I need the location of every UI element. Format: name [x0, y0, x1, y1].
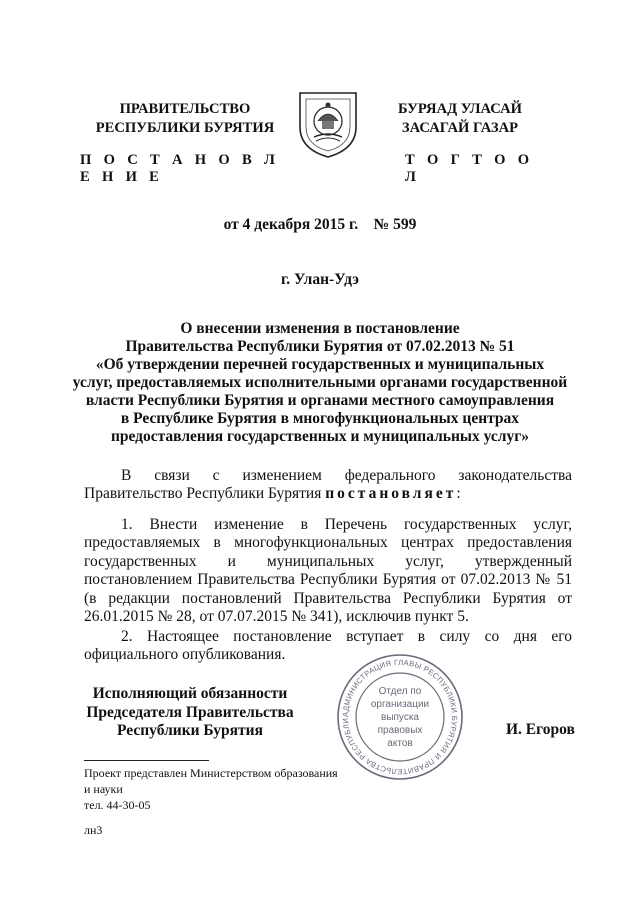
title-line: услуг, предоставляемых исполнительными органами государственной: [72, 374, 568, 391]
header-right-line1: БУРЯАД УЛАСАЙ: [398, 101, 522, 117]
stamp-line: правовых: [377, 725, 423, 736]
title-line: «Об утверждении перечней государственных и муниципальных: [95, 356, 545, 373]
item-2-text: 2. Настоящее постановление вступает в силу со дня его официального опубликования.: [84, 628, 572, 664]
header-left-line2: РЕСПУБЛИКИ БУРЯТИЯ: [95, 120, 275, 136]
preamble-emphasis: постановляет: [325, 485, 457, 503]
signature-line3: Республики Бурятия: [117, 722, 263, 739]
document-title: [60, 320, 580, 446]
header-left-line1: ПРАВИТЕЛЬСТВО: [119, 101, 251, 117]
paragraph-item-1: [84, 516, 572, 626]
title-line: предоставления государственных и муниципальных услуг»: [110, 428, 530, 445]
preamble-text: В связи с изменением федерального законодательства Правительство Республики Бурятия: [84, 467, 572, 503]
signature-line1: Исполняющий обязанности: [92, 685, 288, 702]
header-left-doc-type: П О С Т А Н О В Л Е Н И Е: [80, 152, 280, 185]
footer-phone: тел. 44-30-05: [84, 798, 151, 812]
stamp-line: организации: [370, 699, 430, 710]
date-number: от 4 декабря 2015 г. № 599: [223, 216, 417, 233]
signature-line2: Председателя Правительства: [86, 703, 294, 721]
stamp-line: актов: [387, 738, 413, 749]
header-right: [370, 100, 550, 138]
title-line: в Республике Бурятия в многофункциональных центрах: [120, 410, 520, 427]
header-right-line2: ЗАСАГАЙ ГАЗАР: [401, 120, 519, 136]
title-line: власти Республики Бурятия и органами местного самоуправления: [85, 392, 555, 409]
signature-block: [80, 685, 300, 741]
stamp-ring-text: АДМИНИСТРАЦИЯ ГЛАВЫ РЕСПУБЛИКИ БУРЯТИЯ И ПРАВИТЕЛЬСТВА РЕСПУБЛИ: [340, 657, 460, 777]
footer-code: лн3: [84, 823, 103, 837]
paragraph-preamble: [84, 467, 572, 504]
city: г. Улан-Удэ: [280, 271, 359, 288]
header-left: [90, 100, 280, 138]
footer-line2: и науки: [84, 782, 123, 796]
footer-divider: [84, 760, 209, 761]
stamp-line: выпуска: [381, 712, 419, 723]
preamble-end: :: [456, 485, 461, 503]
signatory-name: И. Егоров: [506, 721, 575, 738]
stamp-line: Отдел по: [378, 686, 422, 697]
title-line: Правительства Республики Бурятия от 07.02.2013 № 51: [125, 338, 515, 355]
footer-note: [84, 765, 404, 813]
title-line: О внесении изменения в постановление: [180, 320, 460, 337]
footer-line1: Проект представлен Министерством образования: [84, 766, 338, 780]
stamp: [335, 652, 465, 782]
coat-of-arms-icon: [296, 87, 360, 159]
item-1-text: 1. Внести изменение в Перечень государственных услуг, предоставляемых в многофункциональных центрах предоставления государственных и муниципальных услуг, утвержденный постановлением Правительства Республики Бурятия от 07.02.2013 № 51 (в редакции постановлений Правительства Республики Бурятия от 26.01.2015 № 28, от 07.07.2015 № 341), исключив пункт 5.: [84, 516, 572, 626]
paragraph-item-2: [84, 628, 572, 665]
header-right-doc-type: Т О Г Т О О Л: [405, 152, 534, 185]
